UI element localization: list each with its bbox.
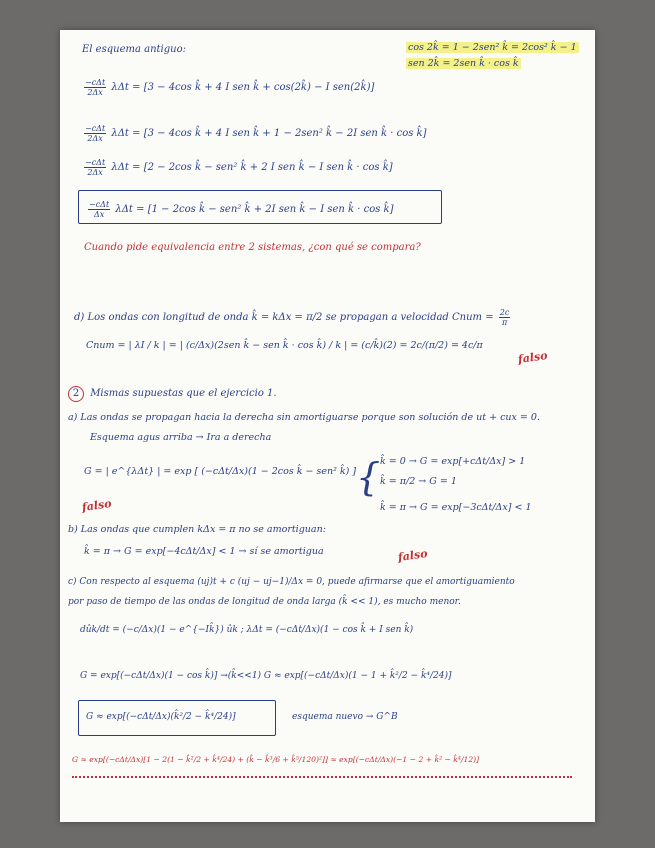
case-k-pi: k̂ = π → G = exp[−3cΔt/Δx] < 1 <box>380 502 532 513</box>
falso-mark-2: falso <box>81 497 113 514</box>
part-a-text: a) Las ondas se propagan hacia la derecha sin amortiguarse porque son solución de ut + cux = 0. <box>68 412 540 423</box>
part-c-final-expansion: G ≈ exp[(−cΔt/Δx)[1 − 2(1 − k̂²/2 + k̂⁴/24) + (k̂ − k̂³/6 + k̂⁵/120)²]] ≈ exp[(−cΔt/Δx)(−1 − 2 + k̂² − k̂⁴/12)] <box>72 755 480 764</box>
equation-lambda-1: $\frac{\text{−cΔt}}{2\Delta x}$ λΔt = [3 − 4cos k̂ + 4 I sen k̂ + cos(2k̂) − I sen(2k̂)] <box>85 78 375 97</box>
equation-lambda-3: $\frac{\text{−cΔt}}{2\Delta x}$ λΔt = [2 − 2cos k̂ − sen² k̂ + 2 I sen k̂ − I sen k̂ · cos k̂] <box>85 158 393 177</box>
part-c-ode: dûk/dt = (−c/Δx)(1 − e^{−Ik̂}) ûk ; λΔt = (−cΔt/Δx)(1 − cos k̂ + I sen k̂) <box>80 625 414 635</box>
question-note: Cuando pide equivalencia entre 2 sistemas, ¿con qué se compara? <box>84 242 421 253</box>
falso-mark-1: falso <box>517 349 549 366</box>
part-c-gain-expansion: G = exp[(−cΔt/Δx)(1 − cos k̂)] →(k̂<<1) G ≈ exp[(−cΔt/Δx)(1 − 1 + k̂²/2 − k̂⁴/24)] <box>80 671 452 681</box>
exercise-2-heading: 2 Mismas supuestas que el ejercicio 1. <box>68 386 277 402</box>
falso-mark-3: falso <box>397 547 429 564</box>
equation-lambda-boxed: $\frac{\text{−cΔt}}{\Delta x}$ λΔt = [1 − 2cos k̂ − sen² k̂ + 2I sen k̂ − I sen k̂ · cos k̂] <box>89 200 394 219</box>
part-d-text: d) Los ondas con longitud de onda k̂ = kΔx = π/2 se propagan a velocidad Cnum = $\frac{2c}{\pi}$ <box>74 308 510 327</box>
part-d-equation: Cnum = | λI / k | = | (c/Δx)(2sen k̂ − sen k̂ · cos k̂) / k | = (c/k̂)(2) = 2c/(π/2) = 4c/π <box>86 340 483 351</box>
equation-lambda-2: $\frac{\text{−cΔt}}{2\Delta x}$ λΔt = [3 − 4cos k̂ + 4 I sen k̂ + 1 − 2sen² k̂ − 2I sen k̂ · cos k̂] <box>85 124 427 143</box>
red-squiggle-underline <box>72 764 572 778</box>
part-a-gain-equation: G = | e^{λΔt} | = exp [ (−cΔt/Δx)(1 − 2cos k̂ − sen² k̂) ] <box>84 466 357 477</box>
part-c-text-2: por paso de tiempo de las ondas de longitud de onda larga (k̂ << 1), es mucho menor. <box>68 597 461 607</box>
part-c-gain-boxed: G ≈ exp[(−cΔt/Δx)(k̂²/2 − k̂⁴/24)] <box>86 712 236 722</box>
heading-old-scheme: El esquema antiguo: <box>82 44 186 55</box>
part-b-text: b) Las ondas que cumplen kΔx = π no se amortiguan: <box>68 524 326 535</box>
part-c-new-scheme: esquema nuevo → G^B <box>292 712 398 722</box>
case-k-0: k̂ = 0 → G = exp[+cΔt/Δx] > 1 <box>380 456 526 467</box>
trig-identity-sin: sen 2k̂ = 2sen k̂ · cos k̂ <box>408 58 519 69</box>
part-b-equation: k̂ = π → G = exp[−4cΔt/Δx] < 1 → sí se amortigua <box>84 546 324 557</box>
exercise-number-circle: 2 <box>68 386 84 402</box>
case-k-pi-half: k̂ = π/2 → G = 1 <box>380 476 457 487</box>
part-a-note: Esquema agus arriba → Ira a derecha <box>90 432 272 443</box>
trig-identity-cos: cos 2k̂ = 1 − 2sen² k̂ = 2cos² k̂ − 1 <box>408 42 577 53</box>
notebook-page <box>60 30 595 822</box>
brace: { <box>356 455 381 499</box>
part-c-text-1: c) Con respecto al esquema (uj)t + c (uj − uj−1)/Δx = 0, puede afirmarse que el amortiguamiento <box>68 577 515 587</box>
